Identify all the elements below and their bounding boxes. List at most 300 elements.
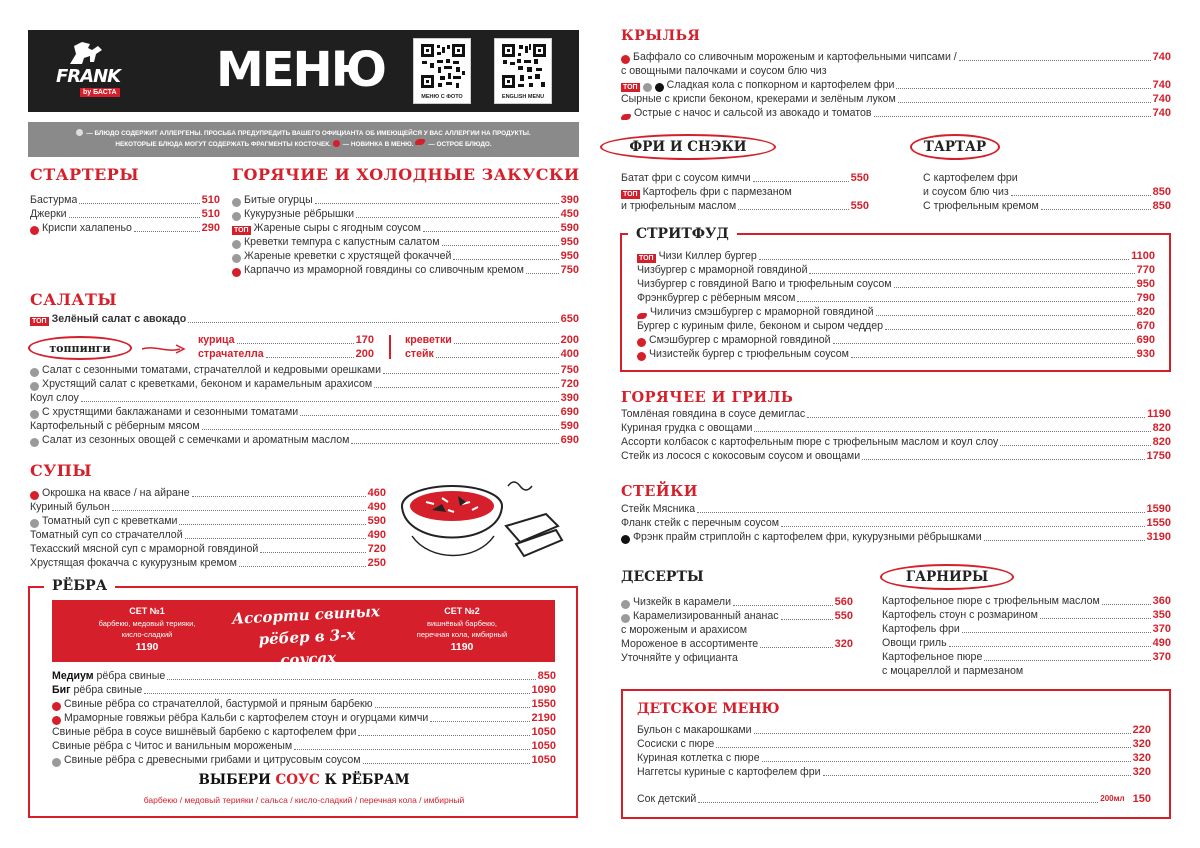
item-name: Бургер с куриным филе, беконом и сыром чеддер [637, 320, 883, 332]
item-name: Мороженое в ассортименте [621, 638, 759, 650]
item-name: Фрэнк прайм стриплойн с картофелем фри, кукурузными рёбрышками [633, 531, 982, 543]
item-price: 320 [1132, 738, 1151, 750]
item-price: 820 [1136, 306, 1155, 318]
menu-item [637, 319, 1155, 333]
section-title-grill: ГОРЯЧЕЕ И ГРИЛЬ [621, 389, 794, 406]
section-title-starters: СТАРТЕРЫ [30, 165, 140, 184]
note-bones: НЕКОТОРЫЕ БЛЮДА МОГУТ СОДЕРЖАТЬ ФРАГМЕНТЫ КОСТОЧЕК. [115, 141, 331, 148]
item-name: Чизбургер с говядиной Вагю и трюфельным соусом [637, 278, 892, 290]
topping-item [198, 347, 374, 361]
item-name: Свиные рёбра со страчателлой, бастурмой и пряным барбекю [64, 698, 373, 710]
tartar-oval [910, 134, 1000, 160]
item-name: Картофельный с рёберным мясом [30, 420, 200, 432]
item-name: Картофель фри с пармезаном [642, 186, 792, 198]
veg-icon [52, 758, 61, 767]
qr-code-icon [420, 43, 466, 89]
item-price: 510 [201, 208, 220, 220]
item-price: 360 [1152, 595, 1171, 607]
item-price: 350 [1152, 609, 1171, 621]
top-badge: ТОП [623, 191, 638, 198]
item-name: Куриная котлетка с пюре [637, 752, 760, 764]
menu-item [30, 419, 579, 433]
menu-item [621, 171, 869, 185]
item-name: Сырные с криспи беконом, крекерами и зелёным луком [621, 93, 896, 105]
item-price: 1100 [1131, 250, 1155, 262]
item-price: 650 [560, 313, 579, 325]
chili-icon [621, 114, 631, 120]
item-name: Хрустящий салат с креветками, беконом и карамельным арахисом [42, 378, 373, 390]
soups-list [30, 486, 386, 570]
menu-item [232, 221, 579, 235]
item-price: 1050 [531, 726, 556, 738]
topping-item [405, 347, 579, 361]
item-name: Сладкая кола с попкорном и картофелем фри [666, 79, 895, 91]
veg-icon [232, 254, 241, 263]
menu-item [621, 502, 1171, 516]
item-name: Карпаччо из мраморной говядины со сливочным кремом [244, 264, 524, 276]
desserts-list [621, 595, 853, 665]
menu-item [30, 500, 386, 514]
item-name: Коул слоу [30, 392, 79, 404]
item-name-cont: с овощными палочками и соусом блю чиз [621, 65, 827, 77]
item-name: Креветки темпура с капустным салатом [244, 236, 440, 248]
wings-list [621, 50, 1171, 120]
item-price: 1050 [531, 740, 556, 752]
streetfood-list [637, 249, 1155, 361]
item-name: и соусом блю чиз [923, 186, 1009, 198]
item-price: 740 [1152, 79, 1171, 91]
item-price: 850 [537, 670, 556, 682]
item-price: 750 [560, 364, 579, 376]
starters-list [30, 193, 220, 235]
qr-photo-menu[interactable] [413, 38, 471, 104]
top-badge: ТОП [639, 255, 654, 262]
menu-item [621, 421, 1171, 435]
item-price: 790 [1136, 292, 1155, 304]
section-title-soups: СУПЫ [30, 461, 93, 480]
item-price: 720 [367, 543, 386, 555]
new-icon [30, 491, 39, 500]
section-title-wings: КРЫЛЬЯ [621, 28, 701, 44]
item-price: 820 [1152, 436, 1171, 448]
item-name: Стейк из лосося с кокосовым соусом и овощами [621, 450, 861, 462]
menu-item [30, 405, 579, 419]
item-name: Свиные рёбра в соусе вишнёвый барбекю с картофелем фри [52, 726, 357, 738]
section-title-salads: САЛАТЫ [30, 290, 118, 309]
veg-icon [621, 600, 630, 609]
item-price: 560 [834, 596, 853, 608]
item-price: 670 [1136, 320, 1155, 332]
item-name: Свиные рёбра с Читос и ванильным мороженым [52, 740, 293, 752]
item-price: 1190 [1147, 408, 1171, 420]
item-name: Батат фри с соусом кимчи [621, 172, 751, 184]
item-name: стейк [405, 348, 434, 360]
menu-item [882, 622, 1171, 636]
item-price: 370 [1152, 623, 1171, 635]
menu-item [637, 291, 1155, 305]
item-name: Картофель фри [882, 623, 960, 635]
veg-icon [76, 129, 83, 136]
menu-item [637, 792, 1151, 806]
item-price: 370 [1152, 651, 1171, 663]
new-icon [333, 140, 340, 147]
item-price: 850 [1152, 200, 1171, 212]
qr-english-menu[interactable] [494, 38, 552, 104]
set-price: 1190 [450, 641, 474, 653]
item-name: Сок детский [637, 793, 697, 805]
item-name: Криспи халапеньо [42, 222, 132, 234]
menu-item [52, 739, 556, 753]
set-banner-title [230, 600, 383, 674]
menu-item [923, 185, 1171, 199]
kids-juice [637, 792, 1151, 806]
item-name: Джерки [30, 208, 67, 220]
section-title-streetfood: СТРИТФУД [628, 226, 737, 242]
item-name: Томатный суп со страчателлой [30, 529, 183, 541]
item-name: Жареные креветки с хрустящей фокаччей [244, 250, 452, 262]
note-spicy: — ОСТРОЕ БЛЮДО. [428, 141, 492, 148]
note-allergens: — БЛЮДО СОДЕРЖИТ АЛЛЕРГЕНЫ. ПРОСЬБА ПРЕДУПРЕДИТЬ ВАШЕГО ОФИЦИАНТА ОБ ИМЕЮЩЕЙСЯ У ВАС АЛЛЕРГИИ НА ПРОДУКТЫ. [86, 130, 531, 137]
item-name: Бульон с макарошками [637, 724, 752, 736]
menu-item [52, 669, 556, 683]
item-price: 750 [560, 264, 579, 276]
item-volume: 200мл [1100, 794, 1125, 803]
chili-icon [415, 139, 425, 145]
menu-item [621, 609, 853, 623]
item-name: Мраморные говяжьи рёбра Кальби с картофелем стоун и огурцами кимчи [64, 712, 429, 724]
set-desc: перечная кола, имбирный [416, 630, 508, 639]
item-price: 320 [1132, 766, 1151, 778]
menu-item [621, 595, 853, 609]
item-name: Томатный суп с креветками [42, 515, 178, 527]
item-name: курица [198, 334, 235, 346]
menu-item [923, 199, 1171, 213]
item-name: Картофель стоун с розмарином [882, 609, 1038, 621]
set-desc: барбекю, медовый терияки, [98, 619, 196, 628]
item-price: 320 [834, 638, 853, 650]
sauce-heading-b: СОУС [275, 772, 320, 788]
item-name: Фланк стейк с перечным соусом [621, 517, 780, 529]
item-size: Биг [52, 684, 71, 696]
item-price: 690 [560, 406, 579, 418]
item-name [52, 683, 142, 697]
item-price: 460 [367, 487, 386, 499]
item-name: Салат из сезонных овощей с семечками и ароматным маслом [42, 434, 350, 446]
item-price: 400 [560, 348, 579, 360]
item-name: Свиные рёбра с древесными грибами и цитрусовым соусом [64, 754, 361, 766]
steaks-list [621, 502, 1171, 544]
menu-item [637, 723, 1151, 737]
item-name: Стейк Мясника [621, 503, 696, 515]
menu-item [30, 221, 220, 235]
item-name: Куриный бульон [30, 501, 110, 513]
menu-item [637, 751, 1151, 765]
item-name: креветки [405, 334, 452, 346]
item-name-cont: с моцареллой и пармезаном [882, 665, 1024, 677]
menu-item [30, 391, 579, 405]
item-price: 740 [1152, 51, 1171, 63]
item-price: 690 [1136, 334, 1155, 346]
menu-item [637, 347, 1155, 361]
item-price: 550 [850, 200, 869, 212]
item-name-cont: с мороженым и арахисом [621, 624, 748, 636]
bomb-icon [621, 535, 630, 544]
item-price: 740 [1152, 107, 1171, 119]
item-price: 200 [560, 334, 579, 346]
section-title-fries: ФРИ И СНЭКИ [629, 139, 747, 155]
item-price: 200 [355, 348, 374, 360]
veg-icon [30, 519, 39, 528]
item-price: 850 [1152, 186, 1171, 198]
item-price: 1090 [531, 684, 556, 696]
new-icon [52, 716, 61, 725]
bomb-icon [655, 83, 664, 92]
item-price: 590 [560, 222, 579, 234]
item-name: Чизистейк бургер с трюфельным соусом [649, 348, 849, 360]
item-price: 220 [1132, 724, 1151, 736]
banner-line: рёбер в 3-х соусах [258, 625, 356, 670]
veg-icon [232, 240, 241, 249]
menu-item [30, 207, 220, 221]
item-name: С картофелем фри [923, 172, 1018, 184]
menu-item [52, 683, 556, 697]
new-icon [52, 702, 61, 711]
item-price: 590 [560, 420, 579, 432]
menu-item [30, 514, 386, 528]
menu-item [232, 235, 579, 249]
item-name: страчателла [198, 348, 264, 360]
item-name: Картофельное пюре с трюфельным маслом [882, 595, 1100, 607]
menu-item [621, 449, 1171, 463]
item-name: С трюфельным кремом [923, 200, 1039, 212]
item-name: Жареные сыры с ягодным соусом [253, 222, 421, 234]
item-name: Смэшбургер с мраморной говядиной [649, 334, 831, 346]
item-name: Битые огурцы [244, 194, 313, 206]
set-desc: вишнёвый барбекю, [427, 619, 497, 628]
item-price: 510 [201, 194, 220, 206]
menu-item [637, 263, 1155, 277]
menu-item [232, 263, 579, 277]
ribs-set-banner [52, 600, 555, 670]
item-name: Техасский мясной суп с мраморной говядиной [30, 543, 259, 555]
menu-item [637, 277, 1155, 291]
item-price: 1050 [531, 754, 556, 766]
menu-item [30, 542, 386, 556]
set-2 [382, 606, 542, 653]
toppings-col-2 [405, 333, 579, 361]
sauce-heading-c: К РЁБРАМ [319, 772, 410, 788]
item-name: Овощи гриль [882, 637, 947, 649]
item-size: Медиум [52, 670, 94, 682]
menu-item [52, 711, 556, 725]
tartar-list [923, 171, 1171, 213]
menu-item [637, 333, 1155, 347]
kids-list [637, 723, 1151, 779]
top-badge: ТОП [623, 84, 638, 91]
item-price: 690 [560, 434, 579, 446]
menu-item [923, 171, 1171, 185]
brand-logo: FRANK [56, 66, 121, 87]
set-1 [62, 606, 232, 653]
menu-item [30, 377, 579, 391]
item-price: 450 [560, 208, 579, 220]
menu-item [52, 725, 556, 739]
item-price: 250 [367, 557, 386, 569]
menu-item [621, 50, 1171, 64]
menu-item [621, 637, 853, 651]
item-price: 490 [367, 501, 386, 513]
item-name [52, 669, 165, 683]
section-title-tartar: ТАРТАР [923, 139, 987, 155]
toppings-oval [28, 336, 132, 360]
veg-icon [643, 83, 652, 92]
toppings-label: топпинги [49, 341, 111, 355]
item-name: Томлёная говядина в соусе демиглас [621, 408, 806, 420]
menu-item [52, 697, 556, 711]
arrow-right-icon [140, 342, 188, 356]
veg-icon [232, 198, 241, 207]
veg-icon [30, 368, 39, 377]
menu-item [621, 185, 869, 199]
menu-item [637, 305, 1155, 319]
veg-icon [30, 382, 39, 391]
ribs-list [52, 669, 556, 767]
set-desc: кисло-сладкий [121, 630, 173, 639]
item-name: Кукурузные рёбрышки [244, 208, 355, 220]
allergy-note [28, 122, 579, 157]
dino-logo-icon [68, 40, 104, 66]
item-price: 820 [1152, 422, 1171, 434]
menu-item [637, 765, 1151, 779]
item-price: 490 [367, 529, 386, 541]
new-icon [621, 55, 630, 64]
grill-list [621, 407, 1171, 463]
item-price: 390 [560, 194, 579, 206]
menu-item [621, 106, 1171, 120]
item-name: Куриная грудка с овощами [621, 422, 753, 434]
item-price: 1750 [1146, 450, 1171, 462]
qr-english-caption: ENGLISH MENU [501, 94, 545, 100]
garnish-oval [880, 564, 1014, 590]
item-price: 930 [1136, 348, 1155, 360]
new-icon [637, 352, 646, 361]
item-price: 2190 [531, 712, 556, 724]
brand-sub: by БАСТА [80, 88, 120, 97]
menu-item [30, 312, 579, 326]
snacks-list [232, 193, 579, 277]
item-price: 550 [834, 610, 853, 622]
item-name: Острые с начос и сальсой из авокадо и томатов [634, 107, 872, 119]
menu-item [621, 407, 1171, 421]
menu-item [882, 650, 1171, 664]
item-price: 1550 [531, 698, 556, 710]
fries-list [621, 171, 869, 213]
desserts-note: Уточняйте у официанта [621, 652, 738, 664]
set-price: 1190 [135, 641, 159, 653]
item-name: Наггетсы куриные с картофелем фри [637, 766, 821, 778]
menu-item [30, 556, 386, 570]
new-icon [30, 226, 39, 235]
menu-item [621, 78, 1171, 92]
item-name: Картофельное пюре [882, 651, 983, 663]
toppings-col-1 [198, 333, 374, 361]
item-price: 590 [367, 515, 386, 527]
veg-icon [621, 614, 630, 623]
item-price: 1550 [1146, 517, 1171, 529]
item-name: и трюфельным маслом [621, 200, 737, 212]
set-title: СЕТ №1 [129, 606, 165, 616]
set-title: СЕТ №2 [444, 606, 480, 616]
item-name-rest: рёбра свиные [93, 670, 166, 682]
item-name: Бастурма [30, 194, 78, 206]
toppings-divider [389, 335, 391, 359]
menu-item [30, 363, 579, 377]
new-icon [637, 338, 646, 347]
qr-photo-caption: МЕНЮ С ФОТО [421, 94, 463, 100]
soup-bowl-illustration [396, 466, 566, 578]
item-price: 170 [355, 334, 374, 346]
menu-item [232, 193, 579, 207]
menu-item [882, 636, 1171, 650]
item-price: 320 [1132, 752, 1151, 764]
menu-item [30, 528, 386, 542]
item-price: 290 [201, 222, 220, 234]
item-price: 390 [560, 392, 579, 404]
veg-icon [232, 212, 241, 221]
page-title: МЕНЮ [216, 42, 386, 98]
veg-icon [30, 410, 39, 419]
menu-item [30, 486, 386, 500]
item-price: 1590 [1146, 503, 1171, 515]
menu-item [621, 516, 1171, 530]
item-name: Салат с сезонными томатами, страчателлой и кедровыми орешками [42, 364, 382, 376]
item-price: 490 [1152, 637, 1171, 649]
sauce-list: барбекю / медовый терияки / сальса / кисло-сладкий / перечная кола / имбирный [143, 795, 465, 805]
item-name: Фрэнкбургер с рёберным мясом [637, 292, 796, 304]
salads-list [30, 363, 579, 447]
item-price: 950 [560, 236, 579, 248]
item-name: Окрошка на квасе / на айране [42, 487, 190, 499]
item-price: 720 [560, 378, 579, 390]
item-name: Сосиски с пюре [637, 738, 715, 750]
menu-item [882, 608, 1171, 622]
menu-item [52, 753, 556, 767]
menu-item [621, 530, 1171, 544]
banner-line: Ассорти свиных [231, 602, 381, 628]
item-name: Чиличиз смэшбургер с мраморной говядиной [650, 306, 874, 318]
section-title-ribs: РЁБРА [44, 578, 115, 594]
item-price: 3190 [1146, 531, 1171, 543]
qr-code-icon [501, 43, 547, 89]
item-price: 150 [1132, 793, 1151, 805]
menu-item [232, 249, 579, 263]
item-name: С хрустящими баклажанами и сезонными томатами [42, 406, 299, 418]
item-price: 950 [560, 250, 579, 262]
salads-top-item [30, 312, 579, 326]
veg-icon [30, 438, 39, 447]
item-price: 950 [1136, 278, 1155, 290]
item-name: Баффало со сливочным мороженым и картофельными чипсами / [633, 51, 957, 63]
section-title-kids: ДЕТСКОЕ МЕНЮ [637, 701, 780, 717]
item-name-rest: рёбра свиные [70, 684, 143, 696]
menu-item [232, 207, 579, 221]
item-name: Хрустящая фокачча с кукурузным кремом [30, 557, 237, 569]
section-title-garnish: ГАРНИРЫ [905, 569, 989, 585]
menu-item [621, 199, 869, 213]
menu-item [621, 92, 1171, 106]
menu-item [621, 435, 1171, 449]
item-price: 770 [1136, 264, 1155, 276]
